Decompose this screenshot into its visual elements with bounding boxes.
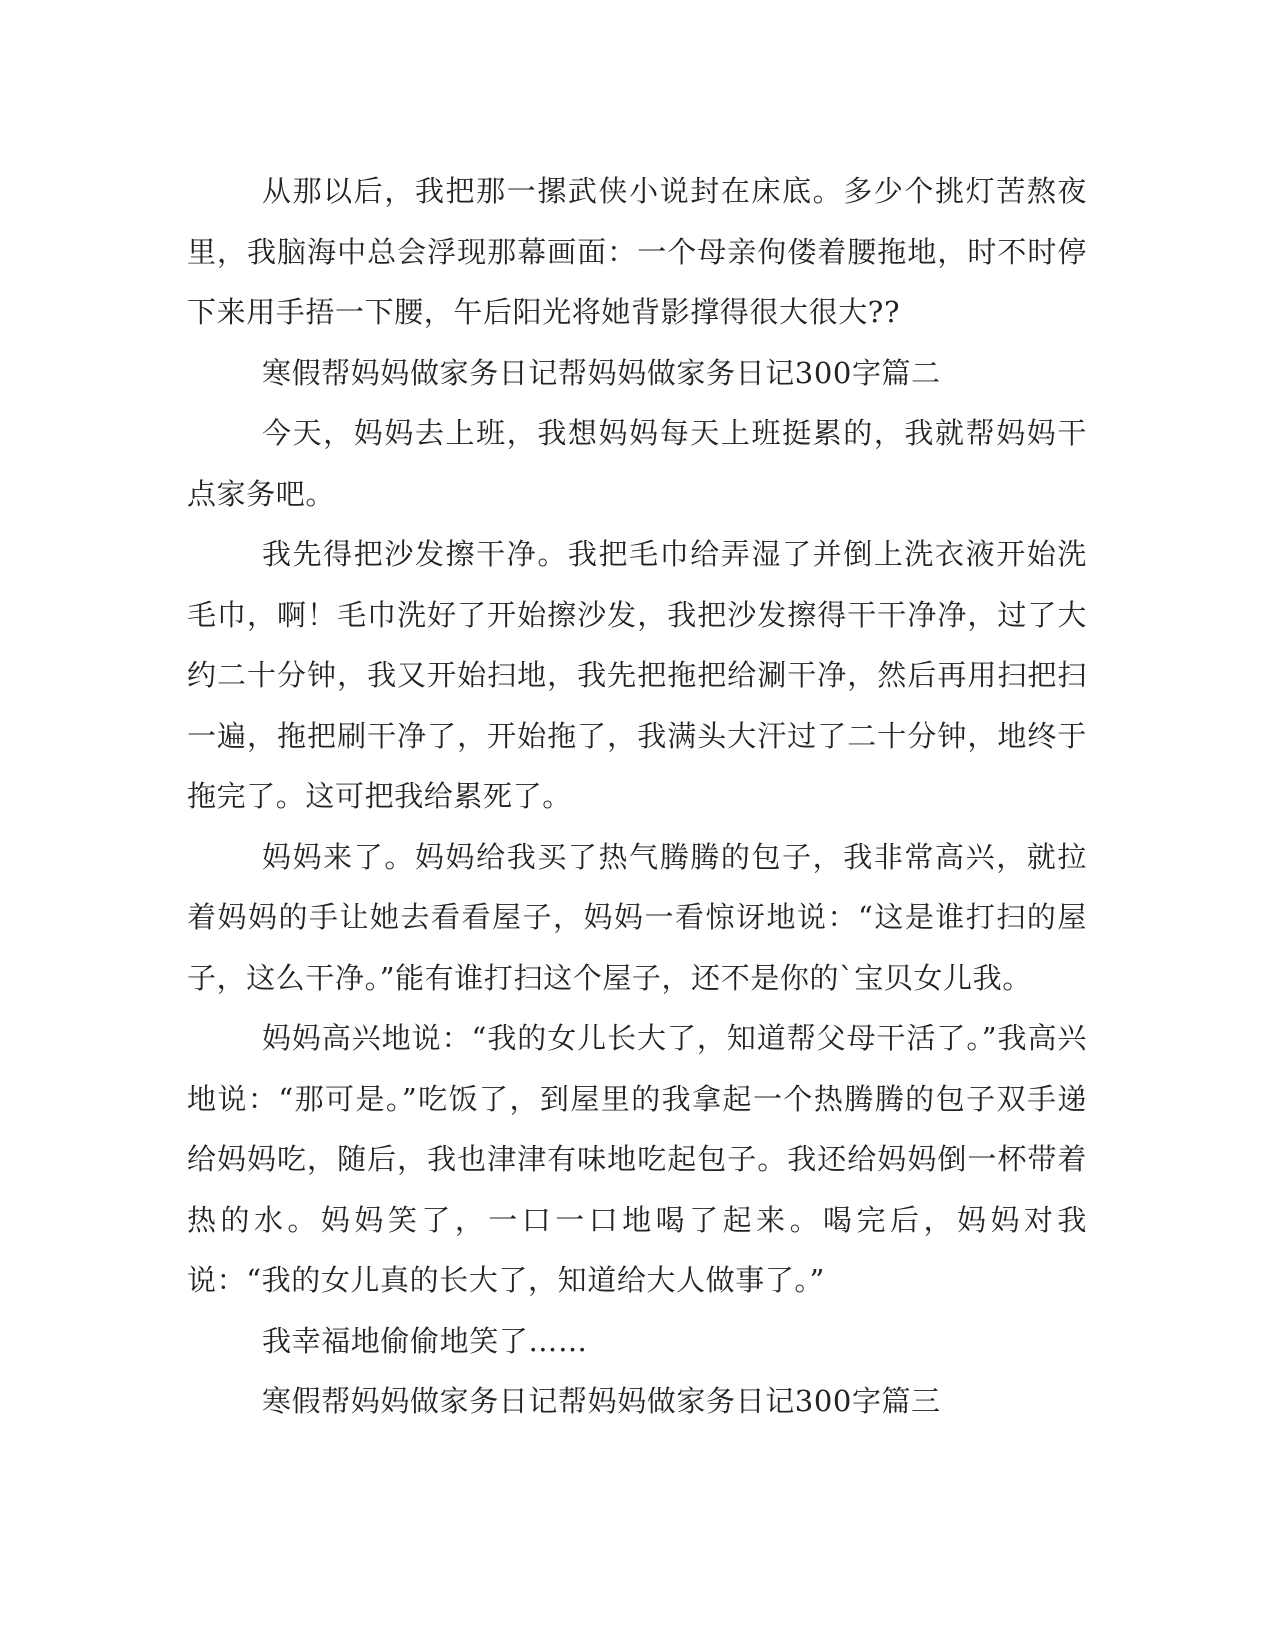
section-heading-part-two: 寒假帮妈妈做家务日记帮妈妈做家务日记300字篇二	[262, 355, 941, 390]
paragraph-smile: 我幸福地偷偷地笑了……	[262, 1323, 588, 1358]
paragraph-mom-happy: 妈妈高兴地说：“我的女儿长大了，知道帮父母干活了。”我高兴地说：“那可是。”吃饭了，到屋里的我拿起一个热腾腾的包子双手递给妈妈吃，随后，我也津津有味地吃起包子。我还给妈妈倒一杯带着热的水。妈妈笑了，一口一口地喝了起来。喝完后，妈妈对我说：“我的女儿真的长大了，知道给大人做事了。”	[187, 1021, 1087, 1297]
document-body	[187, 161, 1087, 1432]
section-heading-part-three: 寒假帮妈妈做家务日记帮妈妈做家务日记300字篇三	[262, 1384, 941, 1418]
paragraph-mom-returns: 妈妈来了。妈妈给我买了热气腾腾的包子，我非常高兴，就拉着妈妈的手让她去看看屋子，妈妈一看惊讶地说：“这是谁打扫的屋子，这么干净。”能有谁打扫这个屋子，还不是你的`宝贝女儿我。	[187, 839, 1087, 995]
paragraph-aftermath: 从那以后，我把那一摞武侠小说封在床底。多少个挑灯苦熬夜里，我脑海中总会浮现那幕画面：一个母亲佝偻着腰拖地，时不时停下来用手捂一下腰，午后阳光将她背影撑得很大很大??	[187, 174, 1087, 329]
paragraph-cleaning-sofa: 我先得把沙发擦干净。我把毛巾给弄湿了并倒上洗衣液开始洗毛巾，啊！毛巾洗好了开始擦沙发，我把沙发擦得干干净净，过了大约二十分钟，我又开始扫地，我先把拖把给涮干净，然后再用扫把扫一遍，拖把刷干净了，开始拖了，我满头大汗过了二十分钟，地终于拖完了。这可把我给累死了。	[187, 537, 1087, 813]
paragraph-today: 今天，妈妈去上班，我想妈妈每天上班挺累的，我就帮妈妈干点家务吧。	[187, 416, 1087, 511]
